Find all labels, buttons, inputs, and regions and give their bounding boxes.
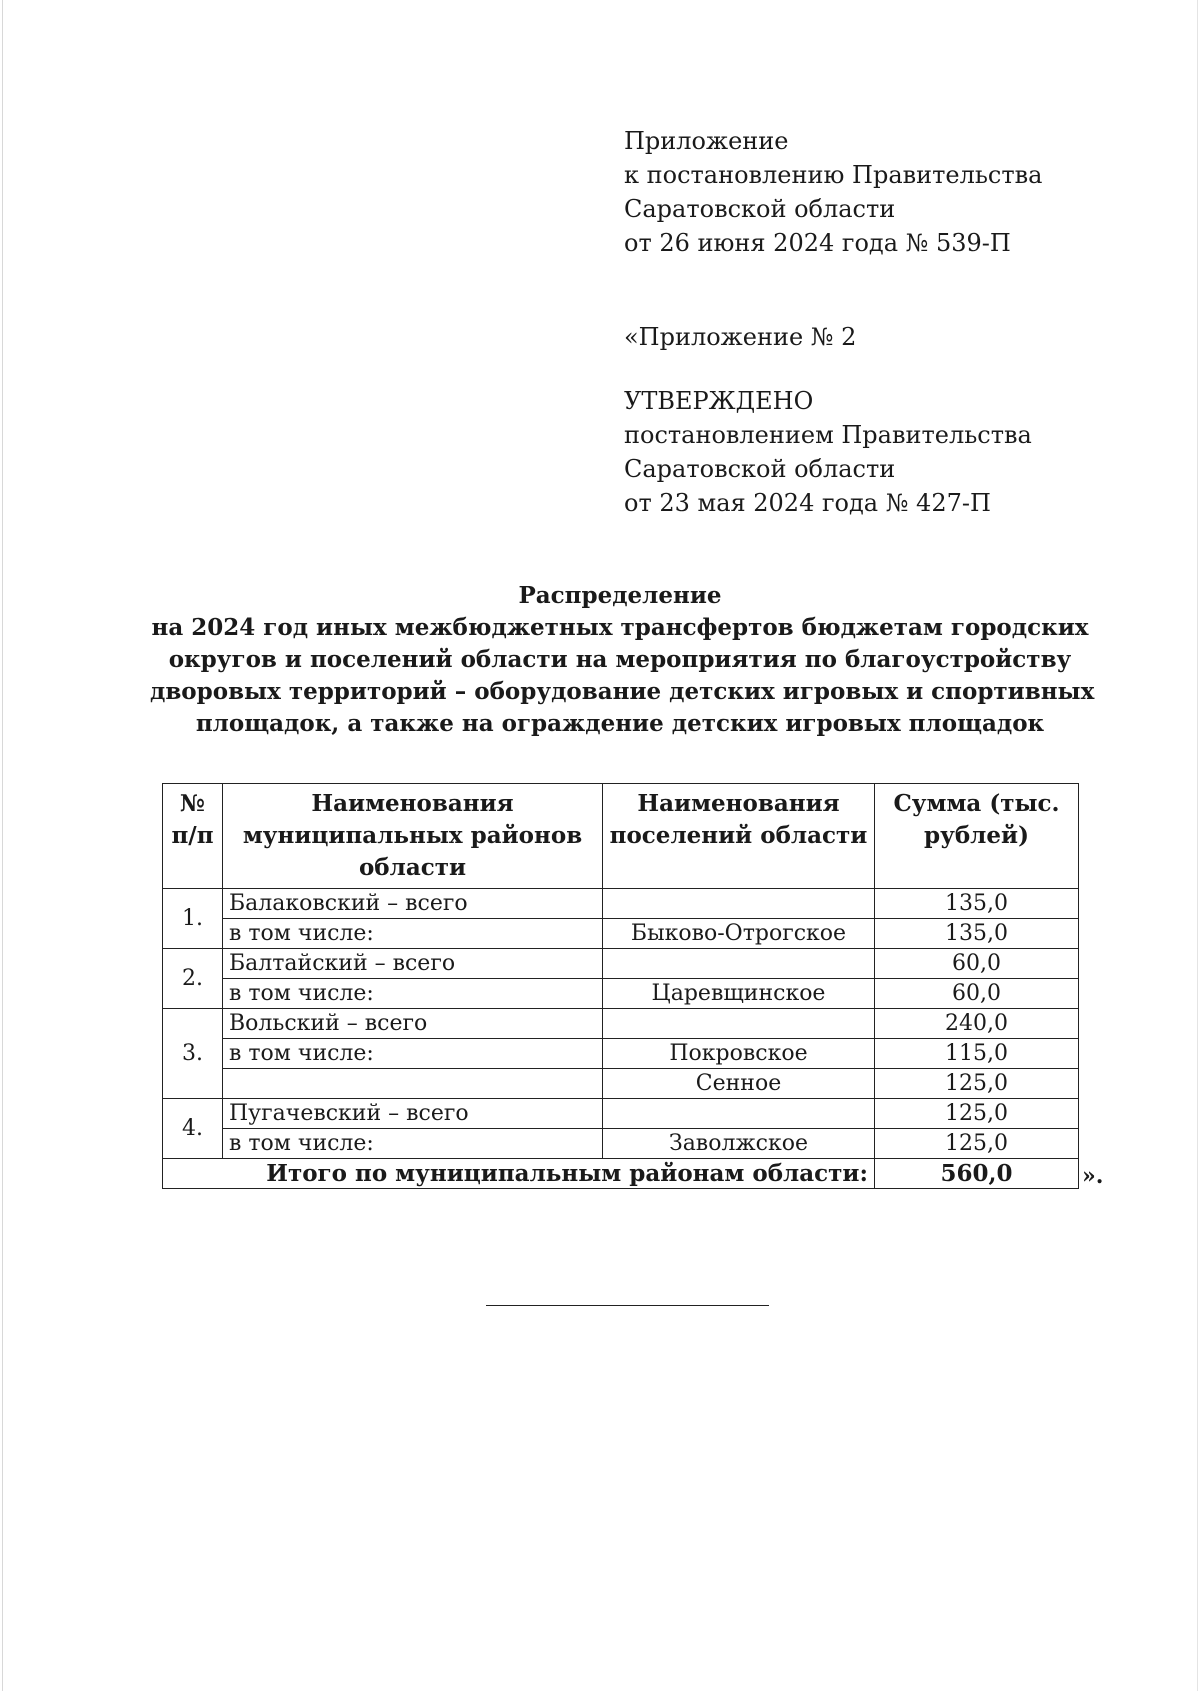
settlement-cell	[603, 949, 875, 979]
document-title	[150, 580, 1095, 740]
district-cell: в том числе:	[223, 979, 603, 1009]
district-cell: в том числе:	[223, 1129, 603, 1159]
header-number: № п/п	[163, 784, 223, 889]
page-edge-left	[2, 0, 3, 1691]
title-line: округов и поселений области на мероприятия по благоустройству	[168, 646, 1072, 673]
amount-cell: 125,0	[875, 1099, 1079, 1129]
approval-header	[624, 320, 1032, 520]
table-row	[163, 919, 1079, 949]
page-edge-right	[1197, 0, 1198, 1691]
settlement-cell	[603, 1009, 875, 1039]
title-line: площадок, а также на ограждение детских игровых площадок	[195, 710, 1045, 737]
settlement-cell	[603, 889, 875, 919]
approval-stamp: УТВЕРЖДЕНО	[624, 387, 814, 415]
district-cell: в том числе:	[223, 1039, 603, 1069]
amount-cell: 60,0	[875, 979, 1079, 1009]
appendix-line: к постановлению Правительства	[624, 161, 1043, 189]
amount-cell: 125,0	[875, 1069, 1079, 1099]
row-number: 3.	[163, 1009, 223, 1099]
district-cell: в том числе:	[223, 919, 603, 949]
district-cell: Балаковский – всего	[223, 889, 603, 919]
table-row	[163, 1069, 1079, 1099]
table-header-row	[163, 784, 1079, 889]
header-amount: Сумма (тыс. рублей)	[875, 784, 1079, 889]
district-cell: Вольский – всего	[223, 1009, 603, 1039]
settlement-cell: Заволжское	[603, 1129, 875, 1159]
district-cell: Балтайский – всего	[223, 949, 603, 979]
settlement-cell: Сенное	[603, 1069, 875, 1099]
approval-date-line: от 23 мая 2024 года № 427-П	[624, 489, 991, 517]
title-line: дворовых территорий – оборудование детских игровых и спортивных	[150, 678, 1095, 705]
table-row	[163, 979, 1079, 1009]
approval-line: Саратовской области	[624, 455, 896, 483]
row-number: 2.	[163, 949, 223, 1009]
settlement-cell	[603, 1099, 875, 1129]
title-line: Распределение	[518, 582, 722, 609]
amount-cell: 125,0	[875, 1129, 1079, 1159]
table-row	[163, 1039, 1079, 1069]
settlement-cell: Царевщинское	[603, 979, 875, 1009]
table-row	[163, 889, 1079, 919]
amount-cell: 240,0	[875, 1009, 1079, 1039]
row-number: 1.	[163, 889, 223, 949]
header-settlements: Наименования поселений области	[603, 784, 875, 889]
table-row	[163, 949, 1079, 979]
distribution-table	[162, 783, 1079, 1189]
amount-cell: 135,0	[875, 889, 1079, 919]
table-row	[163, 1129, 1079, 1159]
amount-cell: 115,0	[875, 1039, 1079, 1069]
total-amount: 560,0	[875, 1159, 1079, 1189]
closing-quote: ».	[1082, 1163, 1104, 1189]
settlement-cell: Покровское	[603, 1039, 875, 1069]
appendix-header	[624, 124, 1042, 260]
table-row	[163, 1009, 1079, 1039]
district-cell: Пугачевский – всего	[223, 1099, 603, 1129]
total-label: Итого по муниципальным районам области:	[163, 1159, 875, 1189]
signature-line	[486, 1305, 769, 1306]
table-row	[163, 1099, 1079, 1129]
appendix-line: Приложение	[624, 127, 789, 155]
total-row	[163, 1159, 1079, 1189]
settlement-cell: Быково-Отрогское	[603, 919, 875, 949]
approval-line: постановлением Правительства	[624, 421, 1032, 449]
title-line: на 2024 год иных межбюджетных трансфертов бюджетам городских	[151, 614, 1089, 641]
appendix-reference: «Приложение № 2	[624, 323, 857, 351]
district-cell	[223, 1069, 603, 1099]
appendix-date-line: от 26 июня 2024 года № 539-П	[624, 229, 1011, 257]
appendix-line: Саратовской области	[624, 195, 896, 223]
row-number: 4.	[163, 1099, 223, 1159]
amount-cell: 60,0	[875, 949, 1079, 979]
amount-cell: 135,0	[875, 919, 1079, 949]
header-districts: Наименования муниципальных районов области	[223, 784, 603, 889]
